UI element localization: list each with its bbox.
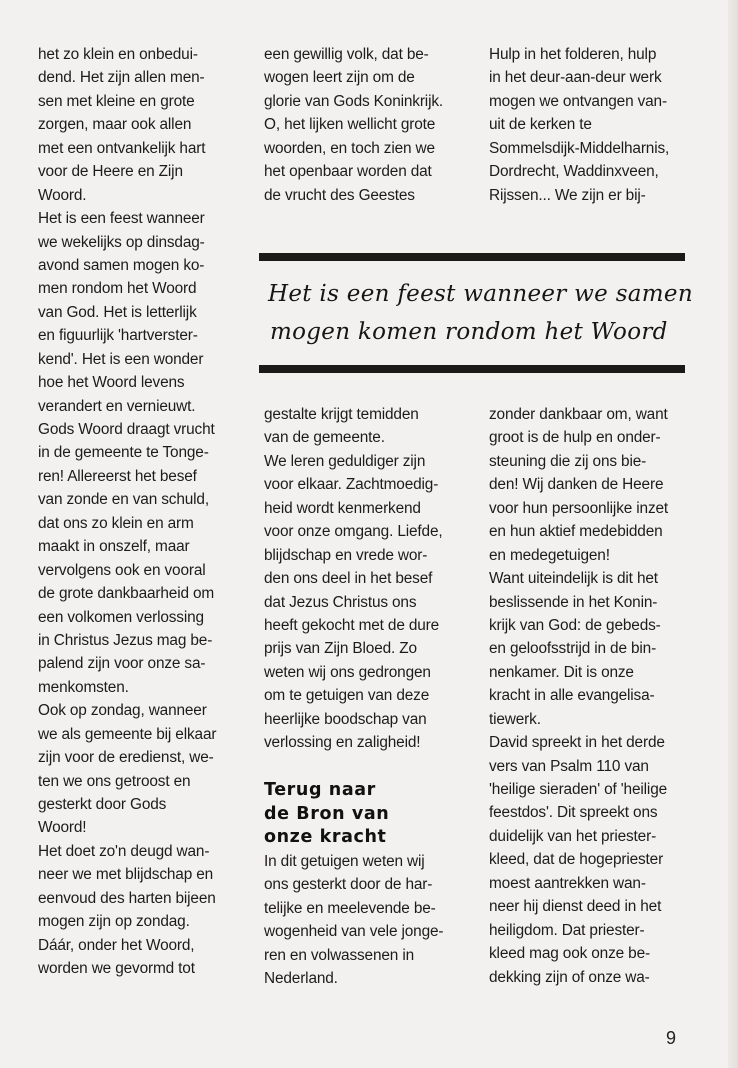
text-line: Woord! (38, 819, 87, 837)
text-line: 'heilige sieraden' of 'heilige (489, 781, 668, 798)
text-line: voor elkaar. Zachtmoedig- (264, 476, 439, 494)
text-line: en geloofsstrijd in de bin- (489, 640, 657, 658)
text-line: weten wij ons gedrongen (264, 663, 431, 681)
text-line: men rondom het Woord (38, 280, 197, 298)
text-line: dend. Het zijn allen men- (38, 69, 205, 87)
text-line: steuning die zij ons bie- (489, 452, 647, 470)
text-line: voor hun persoonlijke inzet (489, 499, 669, 517)
section-heading-line: Terug naar (264, 780, 376, 800)
text-line: mogen we ontvangen van- (489, 92, 667, 110)
text-line: het zo klein en onbedui- (38, 46, 198, 63)
text-line: Dáár, onder het Woord, (38, 936, 195, 954)
text-line: en hun aktief medebidden (489, 523, 663, 541)
text-line: wogen leert zijn om de (264, 69, 415, 87)
body-column-3-bottom (489, 403, 694, 989)
section-heading-line: de Bron van (264, 803, 390, 824)
text-line: zorgen, maar ook allen (38, 116, 192, 134)
text-line: In dit getuigen weten wij (264, 853, 425, 870)
text-line: in Christus Jezus mag be- (38, 631, 213, 649)
text-line: wogenheid van vele jonge- (264, 923, 444, 941)
text-line: den ons deel in het besef (264, 570, 433, 588)
text-line: Sommelsdijk-Middelharnis, (489, 139, 670, 157)
text-line: voor onze omgang. Liefde, (264, 523, 443, 541)
text-line: Het is een feest wanneer (38, 210, 205, 228)
page-number: 9 (666, 1028, 677, 1048)
text-line: menkomsten. (38, 678, 129, 696)
text-line: tiewerk. (489, 710, 541, 728)
text-line: kleed, dat de hogepriester (489, 851, 664, 869)
text-line: we wekelijks op dinsdag- (38, 233, 205, 251)
pull-quote-rule-bottom (259, 365, 685, 373)
text-line: de grote dankbaarheid om (38, 585, 215, 603)
text-line: zijn voor de eredienst, we- (38, 749, 214, 767)
text-line: hoe het Woord levens (38, 374, 185, 392)
page-edge (728, 0, 738, 1068)
text-line: beslissende in het Konin- (489, 593, 658, 611)
text-line: nenkamer. Dit is onze (489, 663, 634, 681)
text-line: voor de Heere en Zijn (38, 163, 183, 181)
text-line: de vrucht des Geestes (264, 186, 415, 204)
pull-quote-rule-top (259, 253, 685, 261)
text-line: we als gemeente bij elkaar (38, 725, 217, 743)
text-line: Rijssen... We zijn er bij- (489, 186, 646, 204)
text-line: David spreekt in het derde (489, 734, 665, 752)
text-line: zonder dankbaar om, want (489, 406, 668, 423)
text-line: ten we ons getroost en (38, 772, 191, 790)
text-line: Dordrecht, Waddinxveen, (489, 163, 659, 181)
section-heading-line: onze kracht (264, 827, 387, 847)
text-line: mogen zijn op zondag. (38, 913, 190, 931)
pull-quote (268, 281, 693, 357)
text-line: woorden, en toch zien we (264, 139, 435, 157)
text-line: ons gesterkt door de har- (264, 876, 433, 894)
text-line: uit de kerken te (489, 116, 592, 134)
text-line: een gewillig volk, dat be- (264, 46, 429, 63)
text-line: dat Jezus Christus ons (264, 593, 417, 611)
text-line: Hulp in het folderen, hulp (489, 46, 657, 63)
text-line: in de gemeente te Tonge- (38, 444, 209, 462)
text-line: vers van Psalm 110 van (489, 757, 649, 775)
text-line: kleed mag ook onze be- (489, 945, 650, 963)
text-line: verlossing en zaligheid! (264, 734, 421, 752)
text-line: heid wordt kenmerkend (264, 499, 421, 517)
text-line: dat ons zo klein en arm (38, 514, 194, 532)
text-line: dekking zijn of onze wa- (489, 968, 650, 986)
text-line: gestalte krijgt temidden (264, 406, 419, 423)
text-line: moest aantrekken wan- (489, 874, 646, 892)
text-line: eenvoud des harten bijeen (38, 889, 216, 907)
text-line: heeft gekocht met de dure (264, 616, 440, 634)
text-line: Ook op zondag, wanneer (38, 702, 207, 720)
body-column-1 (38, 43, 243, 981)
text-line: ren! Allereerst het besef (38, 467, 197, 485)
text-line: O, het lijken wellicht grote (264, 116, 436, 134)
text-line: den! Wij danken de Heere (489, 476, 664, 494)
text-line: avond samen mogen ko- (38, 256, 205, 274)
text-line: Het doet zo'n deugd wan- (38, 842, 210, 860)
text-line: neer hij dienst deed in het (489, 898, 662, 916)
pull-quote-line: mogen komen rondom het Woord (270, 319, 668, 345)
text-line: van de gemeente. (264, 429, 385, 447)
text-line: kend'. Het is een wonder (38, 350, 204, 368)
text-line: Want uiteindelijk is dit het (489, 570, 658, 588)
text-line: en medegetuigen! (489, 546, 610, 564)
text-line: sen met kleine en grote (38, 92, 195, 110)
text-line: van God. Het is letterlijk (38, 303, 197, 321)
text-line: kracht in alle evangelisa- (489, 687, 655, 705)
text-line: palend zijn voor onze sa- (38, 655, 206, 673)
text-line: krijk van God: de gebeds- (489, 616, 661, 634)
pull-quote-line: Het is een feest wanneer we samen (268, 281, 693, 307)
text-line: om te getuigen van deze (264, 687, 430, 705)
text-line: maakt in onszelf, maar (38, 538, 190, 556)
text-line: Woord. (38, 186, 87, 204)
text-line: duidelijk van het priester- (489, 827, 657, 845)
text-line: heiligdom. Dat priester- (489, 921, 645, 939)
body-column-3-top (489, 43, 694, 207)
section-heading (264, 779, 464, 850)
text-line: het openbaar worden dat (264, 163, 432, 181)
text-line: glorie van Gods Koninkrijk. (264, 92, 444, 110)
text-line: Gods Woord draagt vrucht (38, 421, 215, 438)
text-line: in het deur-aan-deur werk (489, 69, 662, 87)
text-line: verandert en vernieuwt. (38, 397, 196, 415)
body-column-2-middle (264, 403, 469, 755)
text-line: en figuurlijk 'hartverster- (38, 327, 198, 345)
text-line: neer we met blijdschap en (38, 866, 214, 884)
text-line: ren en volwassenen in (264, 946, 414, 964)
text-line: worden we gevormd tot (38, 960, 195, 978)
text-line: blijdschap en vrede wor- (264, 546, 428, 564)
text-line: een volkomen verlossing (38, 608, 204, 626)
text-line: We leren geduldiger zijn (264, 452, 426, 470)
body-column-2-top (264, 43, 469, 207)
body-column-2-bottom (264, 850, 469, 991)
text-line: feestdos'. Dit spreekt ons (489, 804, 658, 822)
text-line: met een ontvankelijk hart (38, 139, 206, 157)
text-line: heerlijke boodschap van (264, 710, 427, 728)
text-line: groot is de hulp en onder- (489, 429, 661, 447)
text-line: van zonde en van schuld, (38, 491, 209, 509)
text-line: gesterkt door Gods (38, 796, 167, 813)
text-line: prijs van Zijn Bloed. Zo (264, 640, 417, 658)
text-line: telijke en meelevende be- (264, 899, 436, 917)
text-line: Nederland. (264, 970, 338, 988)
text-line: vervolgens ook en vooral (38, 561, 206, 579)
